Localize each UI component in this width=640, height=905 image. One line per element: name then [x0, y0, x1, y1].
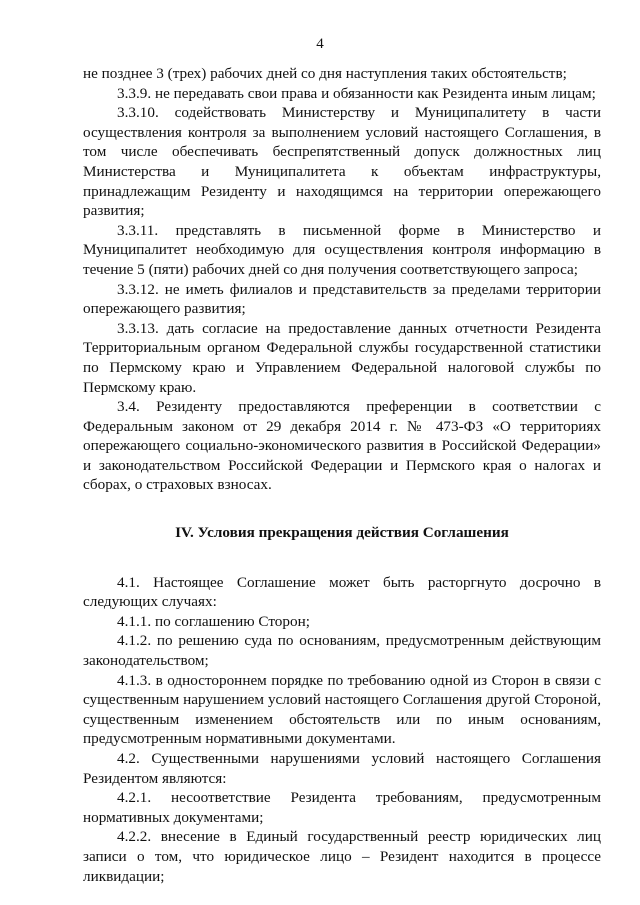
paragraph-3-4: 3.4. Резиденту предоставляются преференции в соответствии с Федеральным законом от 29 декабря 2014 г. № 473-ФЗ «О территориях опережающего социально-экономического развития в Российской Федерации» и законодательством Российской Федерации и Пермского края о налогах и сборах, о страховых взносах. [83, 398, 601, 494]
paragraph-4-1-3: 4.1.3. в одностороннем порядке по требованию одной из Сторон в связи с существенным нарушением условий настоящего Соглашения другой Стороной, существенным изменением обстоятельств или по иным основаниям, предусмотренным нормативными документами. [83, 671, 601, 748]
paragraph-3-3-11: 3.3.11. представлять в письменной форме в Министерство и Муниципалитет необходимую для осуществления контроля информацию в течение 5 (пяти) рабочих дней со дня получения соответствующего запроса; [83, 221, 601, 278]
paragraph-4-1-1: 4.1.1. по соглашению Сторон; [117, 612, 310, 630]
section-heading: IV. Условия прекращения действия Соглашения [175, 524, 509, 542]
paragraph-3-3-12: 3.3.12. не иметь филиалов и представительств за пределами территории опережающего развития; [83, 280, 601, 318]
paragraph-4-1-2: 4.1.2. по решению суда по основаниям, предусмотренным действующим законодательством; [83, 632, 601, 670]
document-body [83, 64, 601, 886]
paragraph-4-2-2: 4.2.2. внесение в Единый государственный реестр юридических лиц записи о том, что юридическое лицо – Резидент находится в процессе ликвидации; [83, 828, 601, 885]
paragraph-4-1: 4.1. Настоящее Соглашение может быть расторгнуто досрочно в следующих случаях: [83, 573, 601, 611]
paragraph-4-2: 4.2. Существенными нарушениями условий настоящего Соглашения Резидентом являются: [83, 750, 601, 787]
paragraph-3-3-13: 3.3.13. дать согласие на предоставление данных отчетности Резидента Территориальным органом Федеральной службы государственной статистики по Пермскому краю и Управлением Федеральной налоговой службы по Пермскому краю. [83, 319, 601, 396]
paragraph-continuation: не позднее 3 (трех) рабочих дней со дня наступления таких обстоятельств; [83, 65, 567, 82]
paragraph-3-3-10: 3.3.10. содействовать Министерству и Муниципалитету в части осуществления контроля за выполнением условий настоящего Соглашения, в том числе обеспечивать беспрепятственный допуск должностных лиц Министерства и Муниципалитета к объектам инфраструктуры, принадлежащим Резиденту и находящимся на территории опережающего развития; [83, 104, 601, 220]
paragraph-4-2-1: 4.2.1. несоответствие Резидента требованиям, предусмотренным нормативных документами; [83, 789, 601, 826]
page-number: 4 [316, 36, 324, 52]
paragraph-3-3-9: 3.3.9. не передавать свои права и обязанности как Резидента иным лицам; [117, 84, 596, 102]
